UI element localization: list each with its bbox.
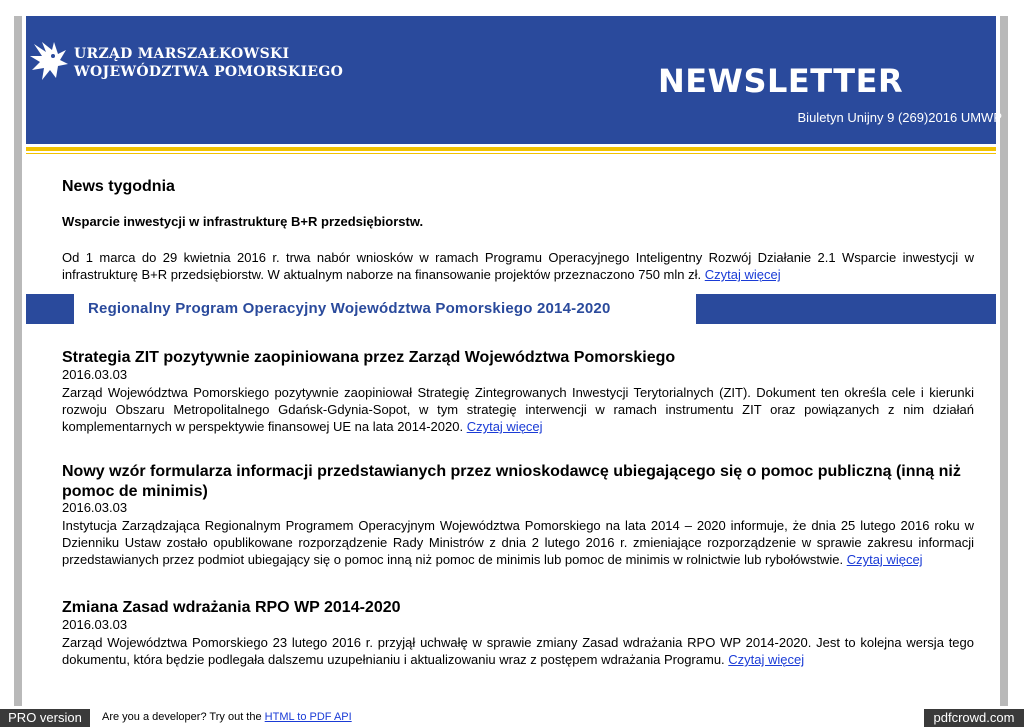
article-body-text: Instytucja Zarządzająca Regionalnym Programem Operacyjnym Województwa Pomorskiego na lata 2014 – 2020 informuje, że dnia 25 lutego 2016 roku w Dzienniku Ustaw zostało opublikowane rozporządzenie Rady Ministrów z dnia 2 lutego 2016 r. zmieniające rozporządzenie w sprawie zakresu informacji przedstawianych przez podmiot ubiegający się o pomoc inną niż pomoc de minimis lub pomoc de minimis w rolnictwie lub rybołówstwie.: [62, 518, 974, 567]
article-read-more-link[interactable]: Czytaj więcej: [728, 652, 805, 667]
html-to-pdf-api-link[interactable]: HTML to PDF API: [264, 711, 352, 723]
section-title: Regionalny Program Operacyjny Województwa Pomorskiego 2014-2020: [88, 300, 611, 317]
org-name-line2: WOJEWÓDZTWA POMORSKIEGO: [74, 64, 344, 80]
accent-divider: [26, 147, 996, 151]
article-title: Zmiana Zasad wdrażania RPO WP 2014-2020: [62, 599, 401, 616]
org-name-line1: URZĄD MARSZAŁKOWSKI: [74, 46, 290, 62]
accent-divider-thin: [26, 153, 996, 154]
article-date: 2016.03.03: [62, 367, 128, 382]
article-read-more-link[interactable]: Czytaj więcej: [846, 552, 923, 567]
org-name: [74, 45, 343, 81]
article-read-more-link[interactable]: Czytaj więcej: [466, 419, 543, 434]
news-heading: News tygodnia: [62, 178, 175, 195]
pro-version-badge[interactable]: PRO version: [0, 709, 90, 727]
article-title: Nowy wzór formularza informacji przedstawianych przez wnioskodawcę ubiegającego się o pomoc publiczną (inną niż pomoc de minimis): [62, 463, 961, 500]
developer-promo: [102, 711, 352, 723]
article-date: 2016.03.03: [62, 500, 128, 515]
article-body: [62, 517, 974, 568]
developer-promo-text: Are you a developer? Try out the: [102, 711, 262, 723]
griffin-logo-icon: [26, 38, 72, 84]
article-date: 2016.03.03: [62, 617, 128, 632]
article-title: Strategia ZIT pozytywnie zaopiniowana przez Zarząd Województwa Pomorskiego: [62, 349, 676, 366]
pdfcrowd-brand-link[interactable]: pdfcrowd.com: [924, 709, 1024, 727]
article-body: [62, 634, 974, 668]
news-read-more-link[interactable]: Czytaj więcej: [704, 267, 781, 282]
news-body: [62, 249, 974, 283]
news-subheading: Wsparcie inwestycji w infrastrukturę B+R przedsiębiorstw.: [62, 214, 424, 229]
news-body-text: Od 1 marca do 29 kwietnia 2016 r. trwa nabór wniosków w ramach Programu Operacyjnego Inteligentny Rozwój Działanie 2.1 Wsparcie inwestycji w infrastrukturę B+R przedsiębiorstw. W aktualnym naborze na finansowanie projektów przeznaczono 750 mln zł.: [62, 250, 974, 282]
newsletter-title: NEWSLETTER: [658, 62, 904, 100]
article-body-text: Zarząd Województwa Pomorskiego 23 lutego 2016 r. przyjął uchwałę w sprawie zmiany Zasad wdrażania RPO WP 2014-2020. Jest to kolejna wersja tego dokumentu, która będzie podlegała dalszemu uzupełnianiu i aktualizowaniu wraz z postępem wdrażania Programu.: [62, 635, 974, 667]
article-body: [62, 384, 974, 435]
page-left-border: [14, 16, 22, 706]
bulletin-issue: Biuletyn Unijny 9 (269)2016 UMWP: [797, 110, 1002, 125]
section-band-left: [26, 294, 74, 324]
section-band-right: [696, 294, 996, 324]
article-body-text: Zarząd Województwa Pomorskiego pozytywnie zaopiniował Strategię Zintegrowanych Inwestycji Terytorialnych (ZIT). Dokument ten określa cele i kierunki rozwoju Obszaru Metropolitalnego Gdańsk-Gdynia-Sopot, w tym strategię interwencji w ramach instrumentu ZIT oraz powiązanych z nim działań komplementarnych w perspektywie finansowej UE na lata 2014-2020.: [62, 385, 974, 434]
